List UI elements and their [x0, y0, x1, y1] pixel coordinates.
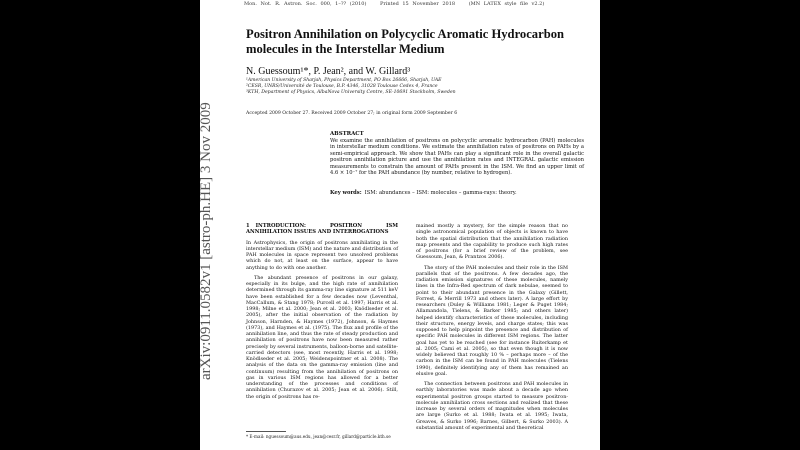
journal-ref: Mon. Not. R. Astron. Soc. 000, 1–?? (2010): [244, 1, 367, 7]
affiliation-1: ¹American University of Sharjah, Physics Department, PO Box 26666, Sharjah, UAE: [246, 78, 442, 83]
author-list: N. Guessoum¹*, P. Jean², and W. Gillard³: [246, 66, 411, 77]
affiliation-2: ²CESR, UNRS/Université de Toulouse, B.P. 4346, 31028 Toulouse Cedex 4, France: [246, 84, 438, 89]
section-number: 1: [246, 223, 250, 229]
keywords-text: ISM: abundances – ISM: molecules – gamma-rays: theory.: [364, 190, 517, 196]
keywords: [330, 190, 584, 196]
footnote-rule: [246, 431, 286, 432]
arxiv-identifier: arXiv:0911.0582v1 [astro-ph.HE] 3 Nov 2009: [198, 102, 214, 380]
printed-date: Printed 15 November 2018: [380, 1, 456, 7]
abstract-body: We examine the annihilation of positrons on polycyclic aromatic hydrocarbon (PAH) molecules in interstellar medium conditions. We estimate the annihilation rates of positrons on PAHs by a semi-empirical approach. We show that PAHs can play a significant role in the overall galactic positron annihilation picture and use the annihilation rates and INTEGRAL galactic emission measurements to constrain the amount of PAHs present in the ISM. We find an upper limit of 4.6 × 10⁻⁷ for the PAH abundance (by number, relative to hydrogen).: [330, 138, 584, 177]
submission-dates: Accepted 2009 October 27. Received 2009 October 27; in original form 2009 September 6: [246, 111, 458, 116]
paper-title: Positron Annihilation on Polycyclic Aromatic Hydrocarbon molecules in the Interstellar Medium: [246, 27, 565, 56]
footnote: * E-mail: nguessoum@aus.edu, jean@cesr.fr, gillard@particle.kth.se: [246, 434, 391, 439]
left-column: [246, 223, 398, 404]
style-file: (MN LATEX style file v2.2): [468, 1, 545, 7]
affiliations: [246, 78, 456, 96]
paragraph: mained mostly a mystery, for the simple reason that no single astronomical population of objects is known to have both the spatial distribution that the annihilation radiation map presents and the capability to produce such high rates of positrons (for a brief review of the problem, see Guessoum, Jean, & Prantzos 2006).: [416, 223, 568, 261]
paragraph: The story of the PAH molecules and their role in the ISM parallels that of the positrons. A few decades ago, the radiation emission signatures of these molecules, namely lines in the Infra-Red spectrum of dark nebulae, seemed to point to their abundant presence in the Galaxy (Gillett, Forrest, & Merrill 1973 and others later). A large effort by researchers (Duley & Williams 1981; Leger & Puget 1984; Allamandola, Tielens, & Barker 1985; and others later) helped identify characteristics of these molecules, including their structure, energy levels, and charge states; this was supposed to help pinpoint the presence and distribution of specific PAH molecules in different ISM regions. The latter goal has yet to be reached (see for instance Ruiterkamp et al. 2005; Cami et al. 2005), so that even though it is now widely believed that roughly 10 % – perhaps more – of the carbon in the ISM can be found in PAH molecules (Tielens 1990), definitely identifying any of them has remained an elusive goal.: [416, 264, 568, 377]
affiliation-3: ³KTH, Department of Physics, AlbaNova University Centre, SE-10691 Stockholm, Sweden: [246, 90, 456, 95]
section-heading: [246, 223, 398, 236]
paper-page: [200, 0, 600, 450]
keywords-label: Key words:: [330, 190, 362, 196]
running-head: [244, 1, 554, 7]
paragraph: In Astrophysics, the origin of positrons annihilating in the interstellar medium (ISM) and the nature and distribution of PAH molecules in space represent two unsolved problems which do not, at least on the surface, appear to have anything to do with one another.: [246, 239, 398, 271]
abstract-heading: ABSTRACT: [330, 131, 364, 137]
section-title: INTRODUCTION: POSITRON ISM ANNIHILATION ISSUES AND INTERROGATIONS: [246, 223, 398, 236]
right-column: [416, 223, 568, 435]
paragraph: The abundant presence of positrons in our galaxy, especially in its bulge, and the high rate of annihilation determined through its gamma-ray line signature at 511 keV have been established for a few decades now (Leventhal, MacCallum, & Stang 1978; Purcell et al. 1997; Harris et al. 1998; Milne et al. 2000; Jean et al. 2003; Knödlseder et al. 2005), after the initial observation of the radiation by Johnson, Harnden, & Haymes (1972), Johnson, & Haymes (1973), and Haymes et al. (1975). The flux and profile of the annihilation line, and thus the rate of steady production and annihilation of positrons have now been measured rather precisely by several instruments, balloon-borne and satellite-carried detectors (see, most recently, Harris et al. 1998; Knödlseder et al. 2005; Weidenspointner et al. 2008). The analysis of the data on the gamma-ray emission (line and continuum) resulting from the annihilation of positrons on gas in various ISM regions has allowed for a better understanding of the processes and conditions of annihilation (Churazov et al. 2005; Jean et al. 2006). Still, the origin of positrons has re-: [246, 274, 398, 400]
paragraph: The connection between positrons and PAH molecules in earthly laboratories was made about a decade ago when experimental positron groups started to measure positron-molecule annihilation cross sections and realized that these increase by several orders of magnitudes when molecules are large (Surko et al. 1988; Iwata et al. 1995; Iwata, Greaves, & Surko 1996; Barnes, Gilbert, & Surko 2003). A substantial amount of experimental and theoretical: [416, 381, 568, 431]
